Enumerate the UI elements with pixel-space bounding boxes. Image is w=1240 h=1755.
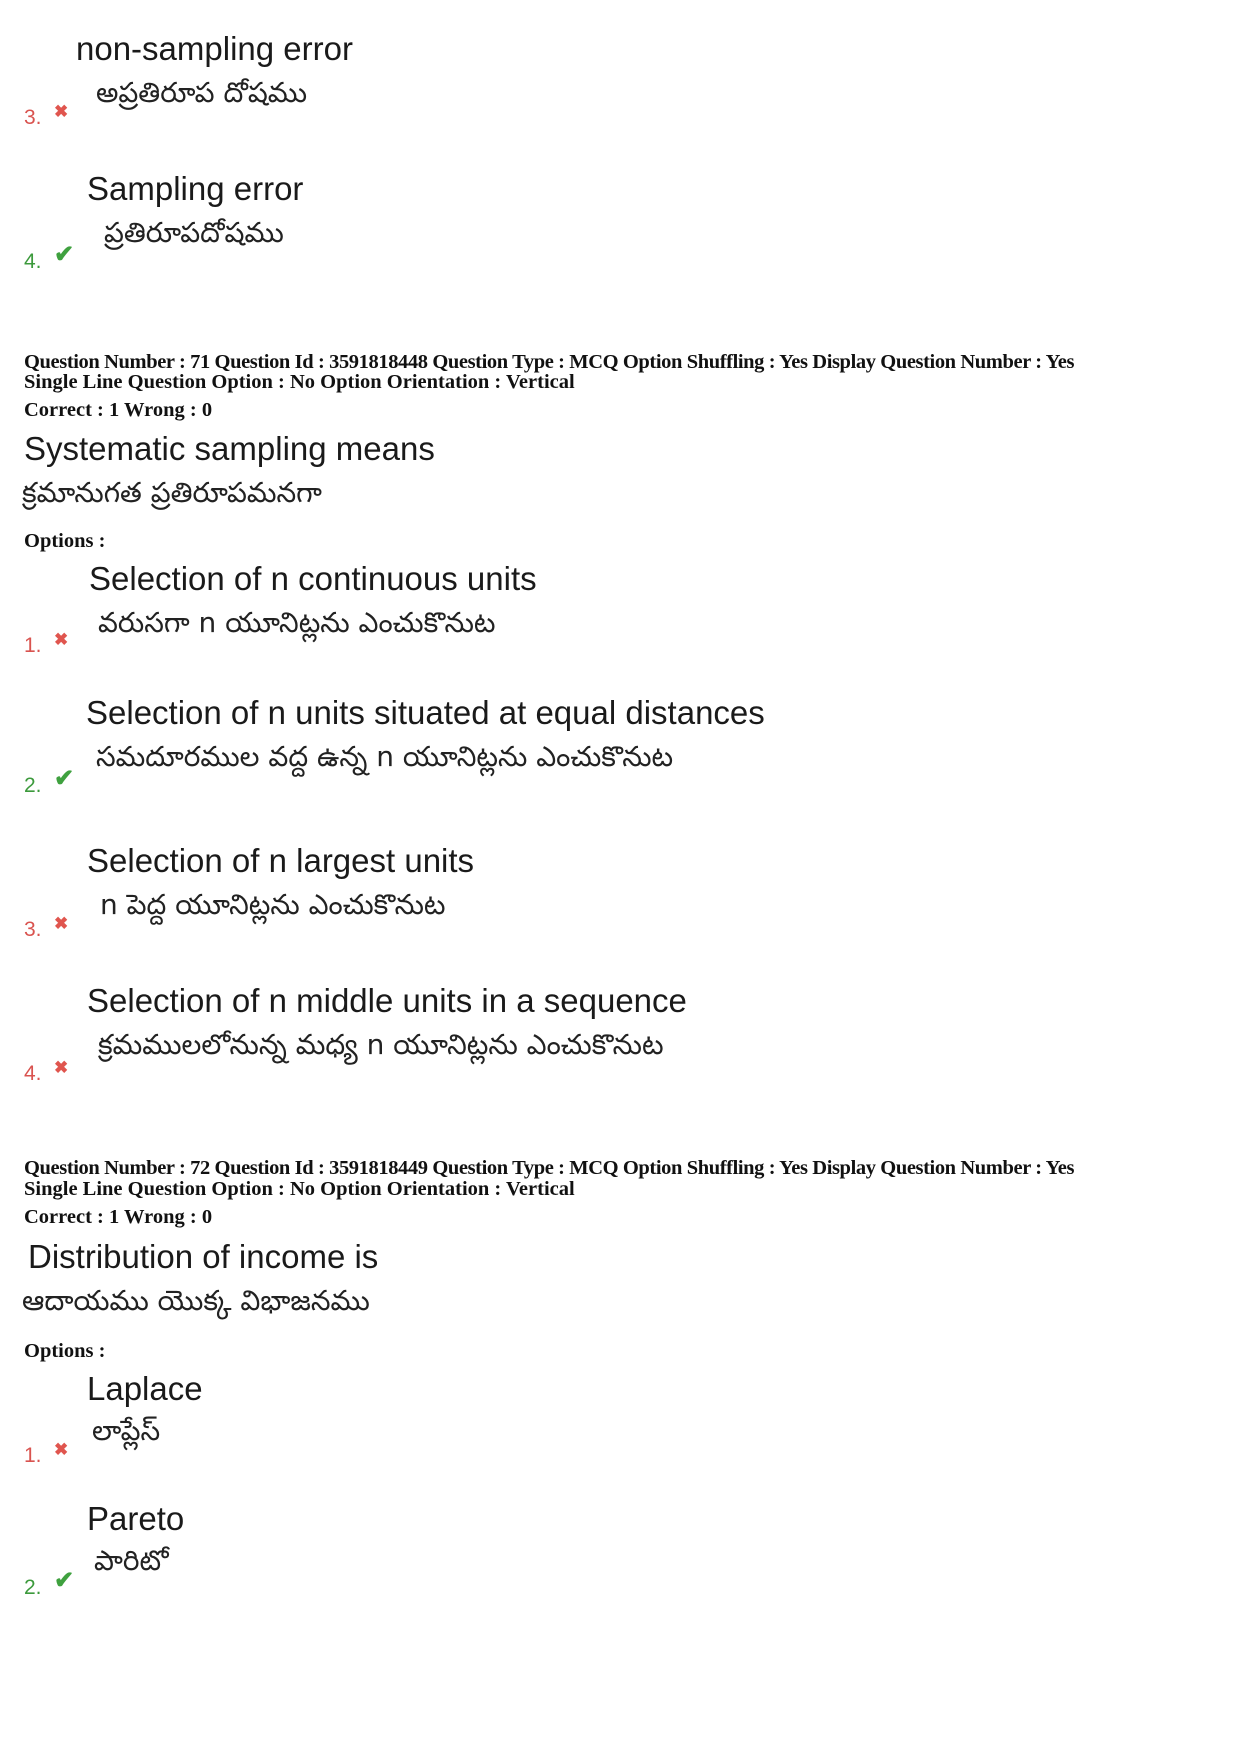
cross-icon: ✖: [54, 630, 69, 649]
option-number: 3.: [24, 918, 42, 941]
option-number: 1.: [24, 634, 42, 657]
options-label: Options :: [24, 1340, 106, 1362]
option-english-text: Pareto: [87, 1500, 185, 1537]
option-number: 4.: [24, 250, 42, 273]
cross-icon: ✖: [54, 914, 69, 933]
option-telugu-text: వరుసగా n యూనిట్లను ఎంచుకొనుట: [98, 606, 496, 639]
option-telugu-text: లాప్లేస్: [92, 1414, 161, 1447]
question-marks: Correct : 1 Wrong : 0: [24, 1206, 213, 1228]
option-english-text: Selection of n units situated at equal distances: [86, 694, 765, 731]
option-number: 1.: [24, 1444, 42, 1467]
option-number: 2.: [24, 1576, 42, 1599]
question-marks: Correct : 1 Wrong : 0: [24, 399, 213, 421]
option-english-text: Sampling error: [87, 170, 304, 207]
question-text-telugu: క్రమానుగత ప్రతిరూపమనగా: [22, 476, 322, 509]
question-meta-line-2: Single Line Question Option : No Option Orientation : Vertical: [24, 1178, 575, 1200]
option-english-text: non-sampling error: [76, 30, 353, 67]
check-icon: ✔: [54, 1567, 75, 1594]
cross-icon: ✖: [54, 1058, 69, 1077]
option-english-text: Laplace: [87, 1370, 203, 1407]
option-english-text: Selection of n middle units in a sequence: [87, 982, 687, 1019]
option-number: 3.: [24, 106, 42, 129]
cross-icon: ✖: [54, 102, 69, 121]
question-meta-line-1: Question Number : 71 Question Id : 3591818448 Question Type : MCQ Option Shuffling : Yes Display Question Number : Yes: [24, 351, 1075, 373]
option-telugu-text: క్రమములలోనున్న మధ్య n యూనిట్లను ఎంచుకొనుట: [98, 1028, 664, 1061]
option-english-text: Selection of n largest units: [87, 842, 475, 879]
options-label: Options :: [24, 530, 106, 552]
option-telugu-text: పారిటో: [94, 1544, 169, 1577]
option-telugu-text: ప్రతిరూపదోషము: [104, 216, 284, 249]
question-text-english: Systematic sampling means: [24, 430, 435, 467]
option-english-text: Selection of n continuous units: [89, 560, 537, 597]
cross-icon: ✖: [54, 1440, 69, 1459]
question-text-english: Distribution of income is: [28, 1238, 379, 1275]
check-icon: ✔: [54, 765, 75, 792]
question-meta-line-2: Single Line Question Option : No Option Orientation : Vertical: [24, 371, 575, 393]
option-number: 2.: [24, 774, 42, 797]
option-telugu-text: n పెద్ద యూనిట్లను ఎంచుకొనుట: [100, 888, 446, 921]
question-text-telugu: ఆదాయము యొక్క విభాజనము: [22, 1284, 370, 1317]
option-telugu-text: అప్రతిరూప దోషము: [96, 76, 308, 109]
check-icon: ✔: [54, 241, 75, 268]
option-number: 4.: [24, 1062, 42, 1085]
question-meta-line-1: Question Number : 72 Question Id : 3591818449 Question Type : MCQ Option Shuffling : Yes Display Question Number : Yes: [24, 1157, 1075, 1179]
option-telugu-text: సమదూరముల వద్ద ఉన్న n యూనిట్లను ఎంచుకొనుట: [96, 740, 674, 773]
